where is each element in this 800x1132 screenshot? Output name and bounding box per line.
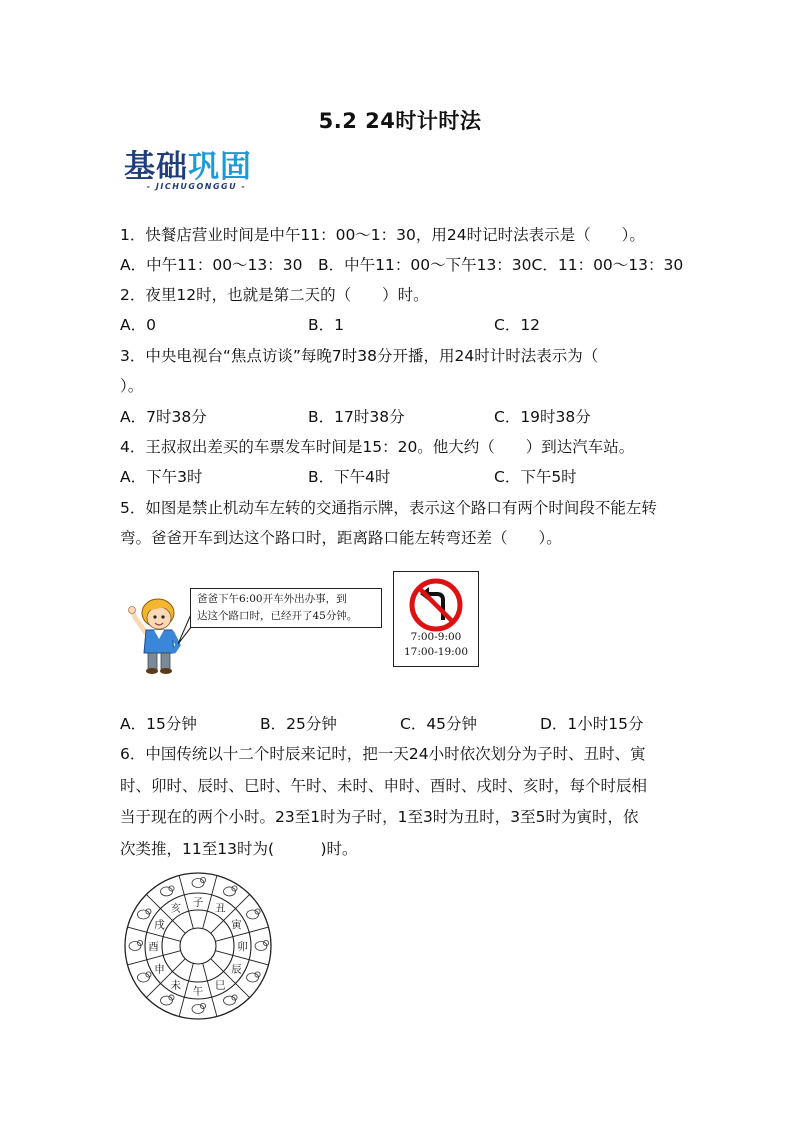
q6-line2: 时、卯时、辰时、巳时、午时、未时、申时、酉时、戌时、亥时，每个时辰相 xyxy=(120,777,648,795)
zodiac-branch-label: 亥 xyxy=(170,902,181,915)
q5-option-d: D．1小时15分 xyxy=(540,715,644,733)
no-left-turn-icon xyxy=(409,578,463,632)
q5-stem-line1: 5．如图是禁止机动车左转的交通指示牌，表示这个路口有两个时间段不能左转 xyxy=(120,499,657,517)
section-logo xyxy=(124,150,269,196)
logo-text-b: 巩固 xyxy=(188,149,252,185)
q2-option-c: C．12 xyxy=(494,316,541,334)
q4-option-a: A．下午3时 xyxy=(120,468,203,486)
q3-option-b: B．17时38分 xyxy=(308,408,405,426)
q4-stem: 4．王叔叔出差买的车票发车时间是15：20。他大约（ ）到达汽车站。 xyxy=(120,438,635,456)
q5-stem-line2: 弯。爸爸开车到达这个路口时，距离路口能左转弯还差（ ）。 xyxy=(120,529,562,547)
q4-option-b: B．下午4时 xyxy=(308,468,391,486)
bubble-line-2: 达这个路口时，已经开了45分钟。 xyxy=(197,610,358,622)
q5-option-a: A．15分钟 xyxy=(120,715,197,733)
q5-option-c: C．45分钟 xyxy=(400,715,478,733)
zodiac-branch-label: 申 xyxy=(154,963,165,976)
zodiac-branch-label: 未 xyxy=(170,979,181,992)
q6-line3: 当于现在的两个小时。23至1时为子时，1至3时为丑时，3至5时为寅时，依 xyxy=(120,808,639,826)
zodiac-branch-label: 寅 xyxy=(231,918,242,931)
bubble-line-1: 爸爸下午6:00开车外出办事，到 xyxy=(197,593,347,605)
zodiac-branch-label: 丑 xyxy=(215,902,226,915)
q2-option-a: A．0 xyxy=(120,316,156,334)
q3-stem-line2: ）。 xyxy=(120,377,144,395)
q2-stem: 2．夜里12时，也就是第二天的（ ）时。 xyxy=(120,286,429,304)
q3-option-a: A．7时38分 xyxy=(120,408,207,426)
sign-time-1: 7:00-9:00 xyxy=(410,631,462,643)
q2-option-b: B．1 xyxy=(308,316,344,334)
q3-option-c: C．19时38分 xyxy=(494,408,591,426)
zodiac-branch-label: 酉 xyxy=(148,941,159,953)
q6-line4: 次类推，11至13时为( )时。 xyxy=(120,840,358,858)
traffic-sign-board xyxy=(393,571,479,667)
zodiac-hour-wheel xyxy=(122,870,274,1022)
page-title: 5.2 24时计时法 xyxy=(318,109,482,133)
q1-options: A．中午11：00～13：30 B．中午11：00～下午13：30C．11：00～13：30 xyxy=(120,256,684,274)
speech-bubble xyxy=(190,588,382,628)
sign-time-2: 17:00-19:00 xyxy=(403,646,469,658)
zodiac-branch-label: 卯 xyxy=(237,941,248,953)
q6-line1: 6．中国传统以十二个时辰来记时，把一天24小时依次划分为子时、丑时、寅 xyxy=(120,745,646,763)
q5-option-b: B．25分钟 xyxy=(260,715,337,733)
q1-stem: 1．快餐店营业时间是中午11：00～1：30，用24时记时法表示是（ ）。 xyxy=(120,226,645,244)
zodiac-branch-label: 子 xyxy=(192,896,204,909)
zodiac-branch-label: 巳 xyxy=(215,979,226,992)
q3-stem-line1: 3．中央电视台“焦点访谈”每晚7时38分开播，用24时计时法表示为（ xyxy=(120,347,599,365)
logo-text-a: 基础 xyxy=(124,149,188,185)
q4-option-c: C．下午5时 xyxy=(494,468,577,486)
zodiac-branch-label: 戌 xyxy=(154,918,165,931)
zodiac-branch-label: 辰 xyxy=(231,963,242,976)
logo-subtitle: - JICHUGONGGU - xyxy=(146,182,247,191)
zodiac-branch-label: 午 xyxy=(192,985,204,998)
